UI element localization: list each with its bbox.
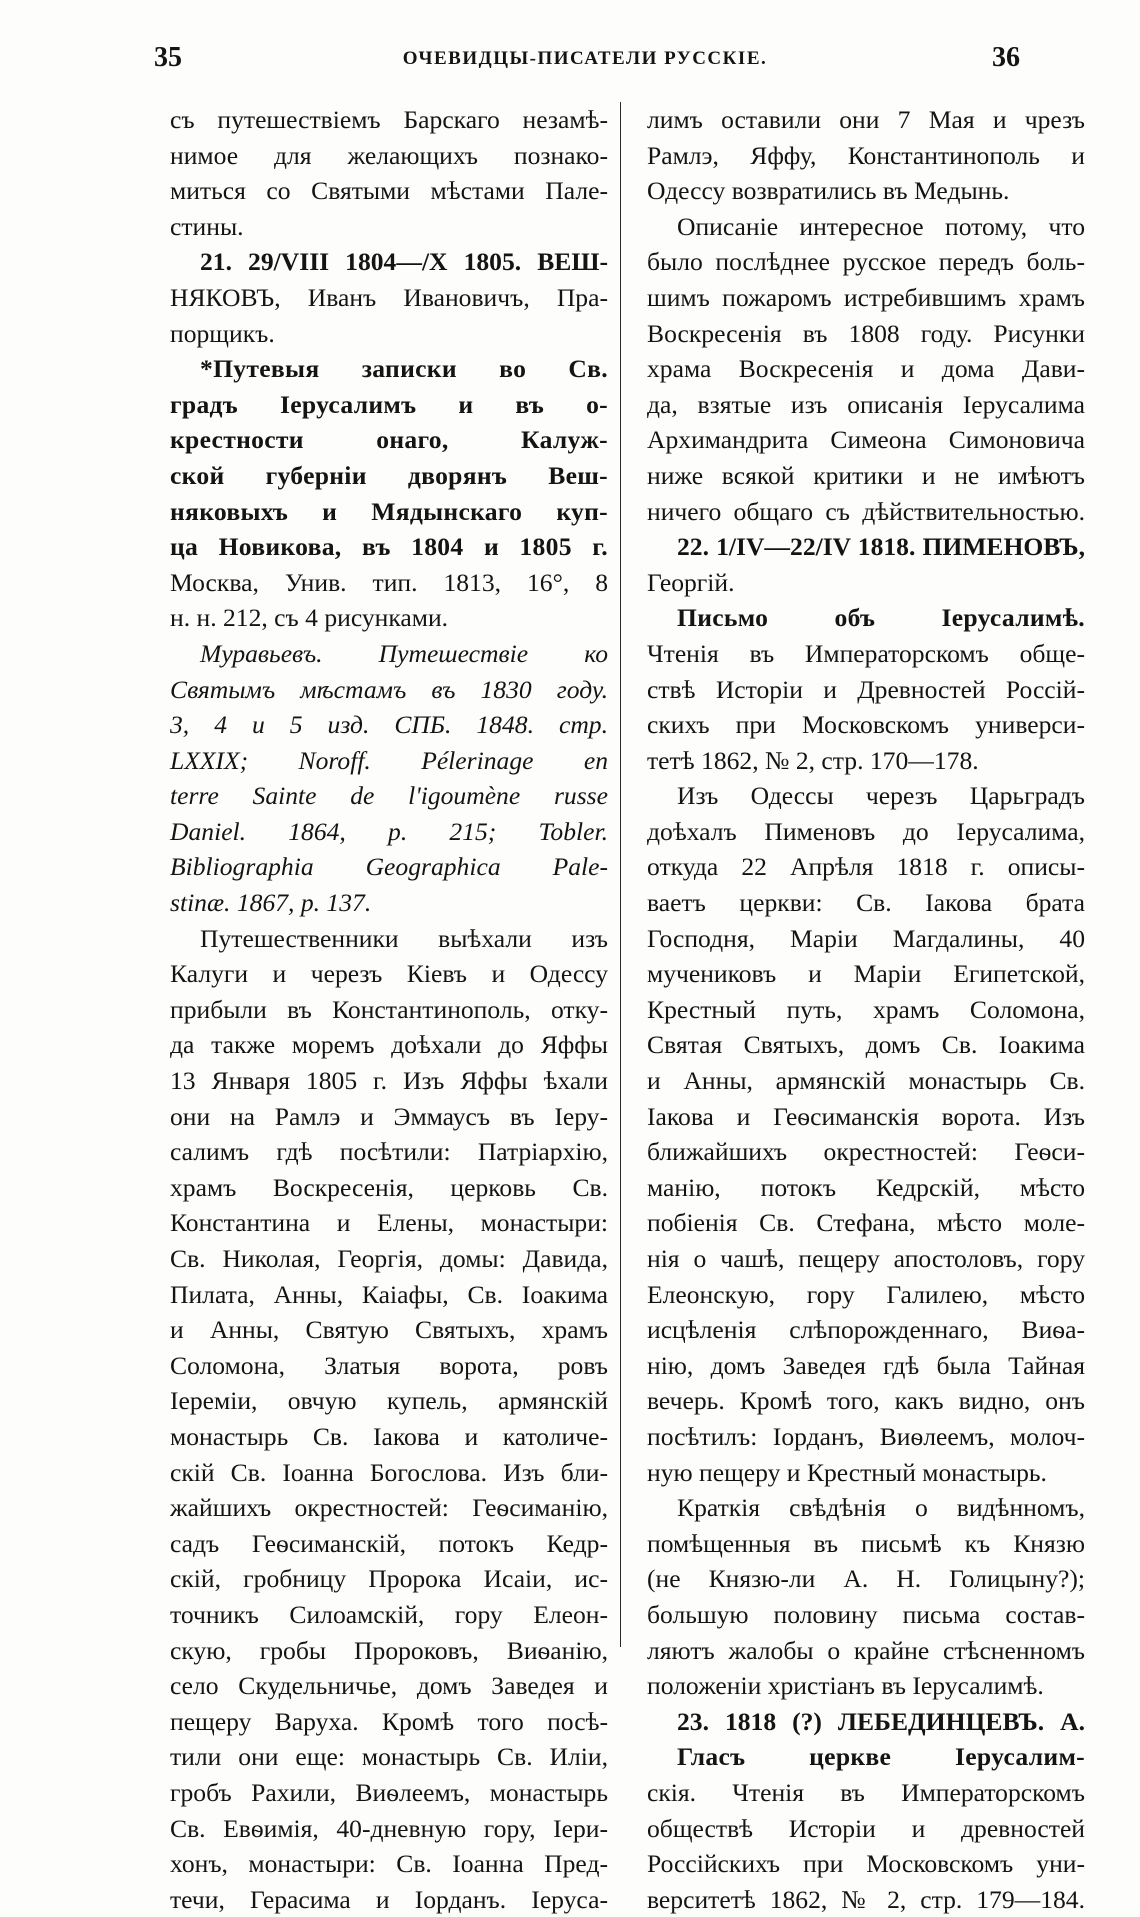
text-line: Константина и Елены, монастыри: [170, 1208, 608, 1238]
text-line: Гласъ церкве Іерусалим- [677, 1742, 1085, 1772]
page-header [150, 42, 1020, 82]
text-line: Пилата, Анны, Каіафы, Св. Іоакима [170, 1279, 608, 1309]
text-line: прибыли въ Константинополь, отку- [170, 994, 608, 1024]
text-line: положеніи христіанъ въ Іерусалимѣ. [647, 1671, 1044, 1701]
page-number-right: 36 [992, 42, 1020, 73]
text-line: и Анны, армянскій монастырь Св. [647, 1066, 1085, 1096]
text-line: откуда 22 Апрѣля 1818 г. описы- [647, 852, 1085, 882]
text-line: доѣхалъ Пименовъ до Іерусалима, [647, 816, 1085, 846]
text-line: LXXIX; Noroff. Pélerinage en [170, 745, 608, 775]
text-line: Елеонскую, гору Галилею, мѣсто [647, 1279, 1085, 1309]
text-line: Daniel. 1864, p. 215; Tobler. [170, 816, 608, 846]
text-line: 3, 4 и 5 изд. СПБ. 1848. стр. [170, 710, 608, 740]
text-line: н. н. 212, съ 4 рисунками. [170, 603, 449, 633]
text-line: помѣщенныя въ письмѣ къ Князю [647, 1528, 1085, 1558]
text-line: салимъ гдѣ посѣтили: Патріархію, [170, 1137, 608, 1167]
text-line: течи, Герасима и Іорданъ. Іеруса- [170, 1884, 608, 1914]
text-line: жайшихъ окрестностей: Геѳсиманію, [170, 1493, 608, 1523]
text-line: порщикъ. [170, 318, 275, 348]
text-line: Чтенія въ Императорскомъ обще- [647, 638, 1085, 668]
text-line: садъ Геѳсиманскій, потокъ Кедр- [170, 1528, 608, 1558]
page-number-left: 35 [154, 42, 182, 73]
text-line: градъ Іерусалимъ и въ о- [170, 389, 608, 419]
text-line: Архимандрита Симеона Симоновича [647, 425, 1085, 455]
right-column [647, 102, 1085, 1917]
text-line: (не Князю-ли А. Н. Голицыну?); [647, 1564, 1085, 1594]
text-line: тетѣ 1862, № 2, стр. 170—178. [647, 745, 979, 775]
text-line: ниже всякой критики и не имѣютъ [647, 460, 1085, 490]
text-line: Муравьевъ. Путешествіе ко [200, 638, 608, 668]
text-line: точникъ Силоамскій, гору Елеон- [170, 1599, 608, 1629]
text-line: ничего общаго съ дѣйствительностью. [647, 496, 1085, 526]
text-line: побіенія Св. Стефана, мѣсто моле- [647, 1208, 1085, 1238]
text-line: хонъ, монастыри: Св. Іоанна Пред- [170, 1849, 608, 1879]
text-line: Калуги и черезъ Кіевъ и Одессу [170, 959, 608, 989]
text-line: Письмо объ Іерусалимѣ. [677, 603, 1085, 633]
text-line: да, взятые изъ описанія Іерусалима [647, 389, 1085, 419]
text-line: Москва, Унив. тип. 1813, 16°, 8 [170, 567, 608, 597]
text-line: село Скудельничье, домъ Заведея и [170, 1671, 608, 1701]
text-line: и Анны, Святую Святыхъ, храмъ [170, 1315, 608, 1345]
text-line: крестности онаго, Калуж- [170, 425, 608, 455]
text-line: Крестный путь, храмъ Соломона, [647, 994, 1085, 1024]
text-line: Георгій. [647, 567, 735, 597]
text-line: Святымъ мѣстамъ въ 1830 году. [170, 674, 608, 704]
text-line: Рамлэ, Яффу, Константинополь и [647, 140, 1085, 170]
text-line: ближайшихъ окрестностей: Геѳси- [647, 1137, 1085, 1167]
text-line: ную пещеру и Крестный монастырь. [647, 1457, 1047, 1487]
left-column [170, 102, 608, 1917]
text-line: храма Воскресенія и дома Дави- [647, 354, 1085, 384]
text-line: Соломона, Златыя ворота, ровъ [170, 1350, 608, 1380]
text-line: 13 Января 1805 г. Изъ Яффы ѣхали [170, 1066, 608, 1096]
text-line: 23. 1818 (?) ЛЕБЕДИНЦЕВЪ. А. [677, 1706, 1085, 1736]
text-line: terre Sainte de l'igoumène russe [170, 781, 608, 811]
text-line: няковыхъ и Мядынскаго куп- [170, 496, 608, 526]
text-line: скій, гробницу Пророка Исаіи, ис- [170, 1564, 608, 1594]
text-line: Святая Святыхъ, домъ Св. Іоакима [647, 1030, 1085, 1060]
text-line: миться со Святыми мѣстами Пале- [170, 176, 608, 206]
text-line: храмъ Воскресенія, церковь Св. [170, 1172, 608, 1202]
text-line: ца Новикова, въ 1804 и 1805 г. [170, 532, 608, 562]
text-line: Св. Николая, Георгія, домы: Давида, [170, 1244, 608, 1273]
text-line: Россійскихъ при Московскомъ уни- [647, 1849, 1085, 1879]
text-line: монастырь Св. Іакова и католиче- [170, 1421, 608, 1451]
text-line: Bibliographia Geographica Pale- [170, 852, 608, 882]
text-line: посѣтилъ: Іорданъ, Виѳлеемъ, молоч- [647, 1421, 1085, 1451]
text-line: Изъ Одессы черезъ Царьградъ [677, 781, 1085, 811]
text-line: Св. Евѳимія, 40-дневную гору, Іери- [170, 1813, 608, 1843]
text-line: 22. 1/IV—22/IV 1818. ПИМЕНОВЪ, [677, 532, 1085, 562]
running-title: ОЧЕВИДЦЫ-ПИСАТЕЛИ РУССКІЕ. [402, 48, 768, 69]
text-line: шимъ пожаромъ истребившимъ храмъ [647, 282, 1085, 312]
text-line: лимъ оставили они 7 Мая и чрезъ [647, 105, 1085, 134]
text-line: Путешественники выѣхали изъ [200, 923, 608, 953]
text-line: ваетъ церкви: Св. Іакова брата [647, 888, 1085, 918]
text-line: Іереміи, овчую купель, армянскій [170, 1386, 608, 1416]
text-line: обществѣ Исторіи и древностей [647, 1813, 1085, 1843]
text-line: stinæ. 1867, p. 137. [170, 888, 372, 918]
text-line: гробъ Рахили, Виѳлеемъ, монастырь [170, 1777, 608, 1807]
text-line: тили они еще: монастырь Св. Иліи, [170, 1742, 608, 1772]
text-line: скую, гробы Пророковъ, Виѳанію, [170, 1635, 608, 1665]
text-line: стины. [170, 211, 244, 241]
text-line: пещеру Варуха. Кромѣ того посѣ- [170, 1706, 608, 1736]
text-line: 21. 29/VIII 1804—/X 1805. ВЕШ- [200, 247, 608, 277]
text-line: мучениковъ и Маріи Египетской, [647, 959, 1085, 989]
text-line: вечерь. Кромѣ того, какъ видно, онъ [647, 1386, 1085, 1416]
text-line: Краткія свѣдѣнія о видѣнномъ, [677, 1493, 1085, 1523]
text-line: Господня, Маріи Магдалины, 40 [647, 923, 1085, 953]
text-line: *Путевыя записки во Св. [200, 354, 608, 384]
text-line: большую половину письма состав- [647, 1599, 1085, 1629]
text-line: они на Рамлэ и Эммаусъ въ Іеру- [170, 1101, 608, 1131]
text-line: нію, домъ Заведея гдѣ была Тайная [647, 1350, 1085, 1380]
text-line: съ путешествіемъ Барскаго незамѣ- [170, 105, 608, 134]
text-line: ляютъ жалобы о крайне стѣсненномъ [647, 1635, 1085, 1665]
text-line: нимое для желающихъ познако- [170, 140, 608, 170]
text-line: да также моремъ доѣхали до Яффы [170, 1030, 608, 1060]
text-line: ской губерніи дворянъ Веш- [170, 460, 608, 490]
text-line: было послѣднее русское передъ боль- [647, 247, 1085, 277]
text-line: НЯКОВЪ, Иванъ Ивановичъ, Пра- [170, 282, 608, 312]
text-line: скія. Чтенія въ Императорскомъ [647, 1777, 1085, 1807]
text-line: исцѣленія слѣпорожденнаго, Виѳа- [647, 1315, 1085, 1345]
text-line: скій Св. Іоанна Богослова. Изъ бли- [170, 1457, 608, 1487]
text-line: Воскресенія въ 1808 году. Рисунки [647, 318, 1085, 348]
text-line: манію, потокъ Кедрскій, мѣсто [647, 1172, 1085, 1202]
text-line: ствѣ Исторіи и Древностей Россій- [647, 674, 1085, 704]
text-line: Описаніе интересное потому, что [677, 211, 1085, 241]
text-line: Одессу возвратились въ Медынь. [647, 176, 1010, 206]
column-divider [620, 102, 621, 1647]
text-line: нія о чашѣ, пещеру апостоловъ, гору [647, 1244, 1085, 1273]
text-line: верситетѣ 1862, № 2, стр. 179—184. [647, 1884, 1085, 1914]
text-line: Іакова и Геѳсиманскія ворота. Изъ [647, 1101, 1085, 1131]
text-line: скихъ при Московскомъ универси- [647, 710, 1085, 740]
